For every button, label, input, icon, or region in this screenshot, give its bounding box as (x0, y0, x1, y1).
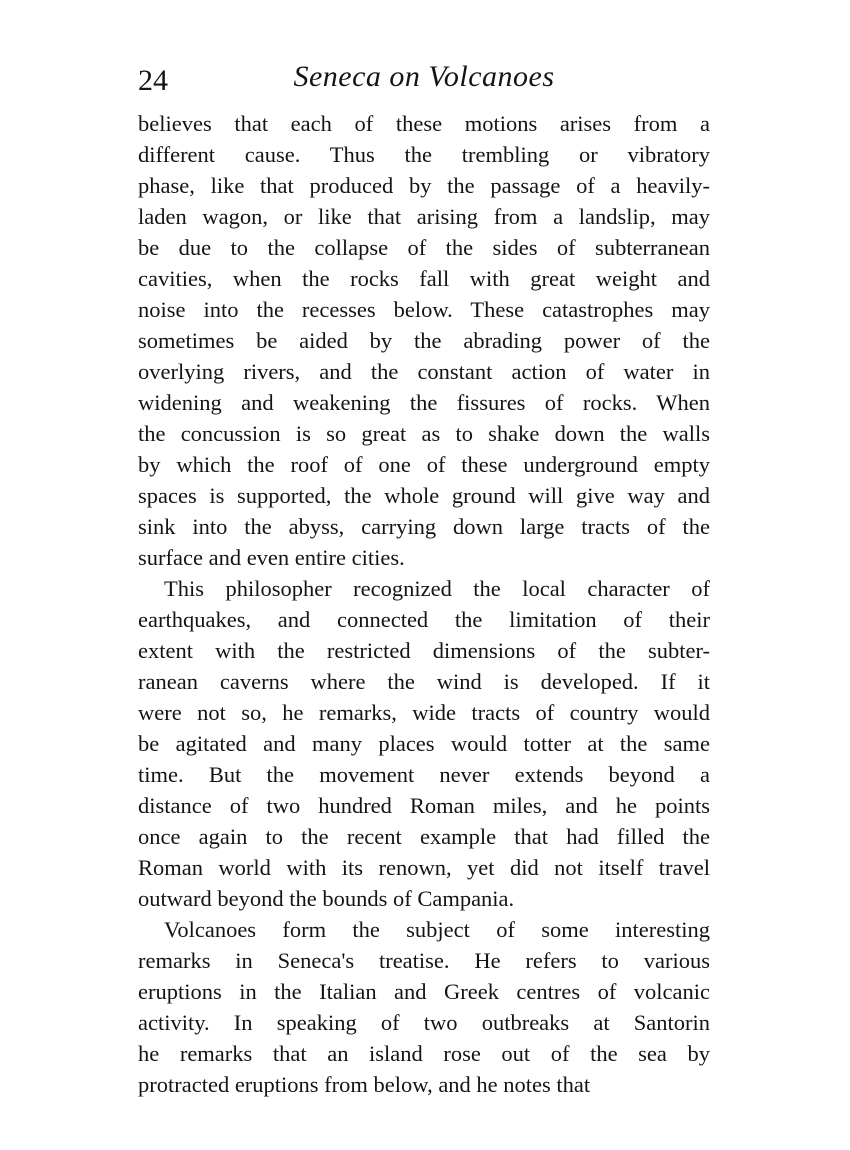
text-line: remarks in Seneca's treatise. He refers to various (138, 948, 710, 973)
text-line: overlying rivers, and the constant action of water in (138, 359, 710, 384)
text-line: earthquakes, and connected the limitation of their (138, 607, 710, 632)
page-header (138, 55, 710, 105)
text-line: This philosopher recognized the local character of (164, 576, 710, 601)
page-number: 24 (138, 64, 168, 97)
text-line: were not so, he remarks, wide tracts of country would (138, 700, 710, 725)
body-text (138, 108, 710, 1100)
text-line: eruptions in the Italian and Greek centres of volcanic (138, 979, 710, 1004)
text-line: phase, like that produced by the passage of a heavily- (138, 173, 710, 198)
text-line: laden wagon, or like that arising from a landslip, may (138, 204, 710, 229)
text-line: distance of two hundred Roman miles, and he points (138, 793, 710, 818)
text-line: sink into the abyss, carrying down large tracts of the (138, 514, 710, 539)
text-line: by which the roof of one of these underground empty (138, 452, 710, 477)
paragraph (138, 914, 710, 1100)
text-line: be agitated and many places would totter at the same (138, 731, 710, 756)
text-line: sometimes be aided by the abrading power of the (138, 328, 710, 353)
text-line: surface and even entire cities. (138, 545, 405, 570)
text-line: different cause. Thus the trembling or vibratory (138, 142, 710, 167)
text-line: Roman world with its renown, yet did not itself travel (138, 855, 710, 880)
text-line: cavities, when the rocks fall with great weight and (138, 266, 710, 291)
running-title: Seneca on Volcanoes (293, 60, 555, 93)
text-line: ranean caverns where the wind is developed. If it (138, 669, 710, 694)
text-line: noise into the recesses below. These catastrophes may (138, 297, 710, 322)
paragraph (138, 108, 710, 573)
text-line: Volcanoes form the subject of some interesting (164, 917, 710, 942)
text-line: once again to the recent example that had filled the (138, 824, 710, 849)
text-line: protracted eruptions from below, and he notes that (138, 1072, 591, 1097)
text-line: outward beyond the bounds of Campania. (138, 886, 515, 911)
text-line: the concussion is so great as to shake down the walls (138, 421, 710, 446)
text-line: he remarks that an island rose out of the sea by (138, 1041, 710, 1066)
text-line: activity. In speaking of two outbreaks at Santorin (138, 1010, 710, 1035)
text-line: be due to the collapse of the sides of subterranean (138, 235, 710, 260)
text-line: widening and weakening the fissures of rocks. When (138, 390, 710, 415)
paragraph (138, 573, 710, 914)
text-line: extent with the restricted dimensions of the subter- (138, 638, 710, 663)
text-line: believes that each of these motions arises from a (138, 111, 710, 136)
text-line: spaces is supported, the whole ground will give way and (138, 483, 710, 508)
text-line: time. But the movement never extends beyond a (138, 762, 710, 787)
